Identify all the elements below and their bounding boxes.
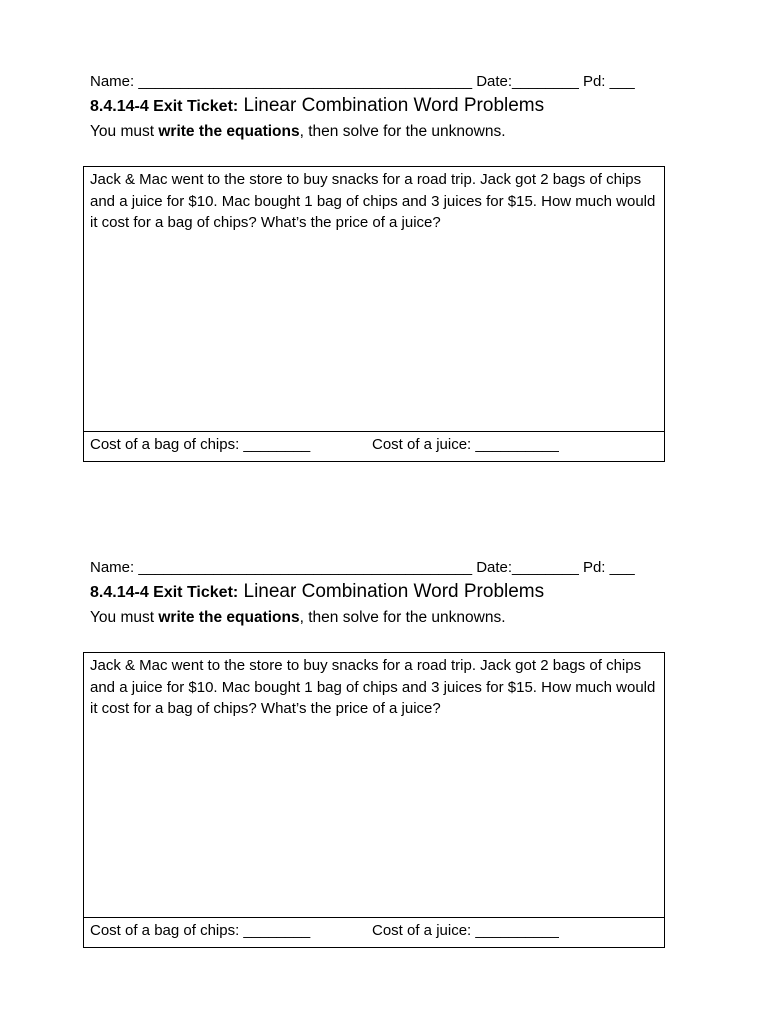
ticket-title	[90, 580, 690, 605]
instructions-post: , then solve for the unknowns.	[299, 609, 506, 626]
problem-text: Jack & Mac went to the store to buy snacks for a road trip. Jack got 2 bags of chips and a juice for $10. Mac bought 1 bag of chips and 3 juices for $15. How much would it cost for a bag of chips? What’s the price of a juice?	[90, 171, 656, 231]
name-date-period-line: Name: ________________________________________ Date:________ Pd: ___	[90, 559, 635, 576]
answer-chips-cost: Cost of a bag of chips: ________	[90, 922, 311, 939]
ticket-title-rest: Linear Combination Word Problems	[238, 581, 545, 602]
ticket-title-bold: 8.4.14-4 Exit Ticket:	[90, 584, 239, 601]
name-date-period-line: Name: ________________________________________ Date:________ Pd: ___	[90, 73, 635, 90]
problem-box	[83, 652, 665, 948]
answer-row	[84, 431, 664, 461]
ticket-title-bold: 8.4.14-4 Exit Ticket:	[90, 98, 239, 115]
problem-box	[83, 166, 665, 462]
instructions	[90, 608, 690, 628]
answer-chips-cost: Cost of a bag of chips: ________	[90, 436, 311, 453]
answer-row	[84, 917, 664, 947]
problem-text: Jack & Mac went to the store to buy snacks for a road trip. Jack got 2 bags of chips and a juice for $10. Mac bought 1 bag of chips and 3 juices for $15. How much would it cost for a bag of chips? What’s the price of a juice?	[90, 657, 656, 717]
instructions-bold: write the equations	[158, 123, 300, 140]
instructions-post: , then solve for the unknowns.	[299, 123, 506, 140]
instructions-pre: You must	[90, 123, 159, 140]
answer-juice-cost: Cost of a juice: __________	[372, 922, 559, 939]
ticket-title	[90, 94, 690, 119]
answer-juice-cost: Cost of a juice: __________	[372, 436, 559, 453]
ticket-title-rest: Linear Combination Word Problems	[238, 95, 545, 116]
instructions	[90, 122, 690, 142]
instructions-pre: You must	[90, 609, 159, 626]
instructions-bold: write the equations	[158, 609, 300, 626]
